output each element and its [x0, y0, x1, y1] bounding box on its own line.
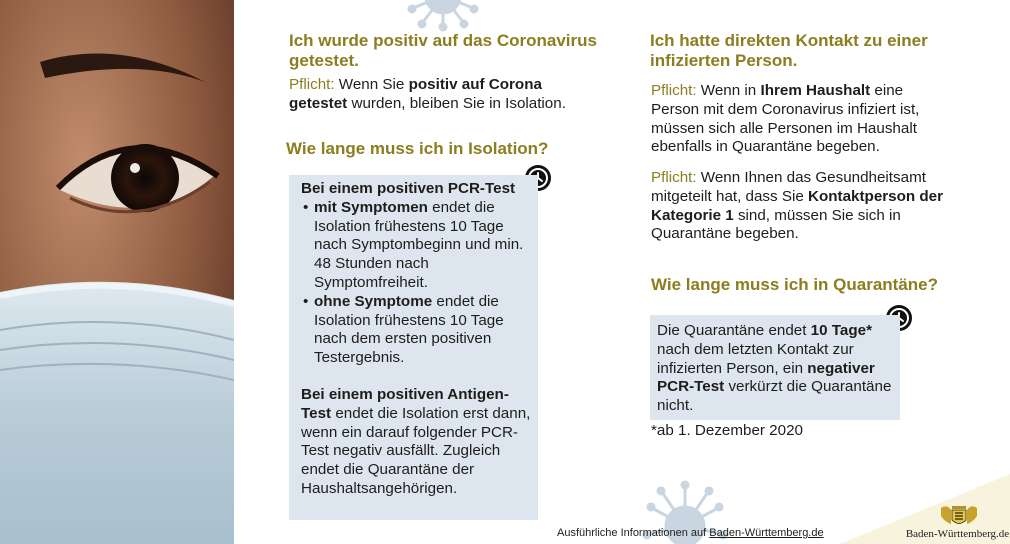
quarantine-question: Wie lange muss ich in Quarantäne? — [651, 275, 939, 294]
coat-of-arms-icon — [939, 502, 979, 528]
left-pflicht-paragraph — [289, 76, 589, 114]
household-paragraph — [651, 82, 951, 157]
pflicht-text: Wenn Ihnen das Gesundheitsamt mitgeteilt hat, dass Sie — [651, 169, 926, 205]
quarantine-info-text — [657, 322, 893, 416]
pflicht-label: Pflicht: — [651, 82, 697, 99]
item-bold: ohne Symptome — [314, 292, 433, 310]
pflicht-label: Pflicht: — [289, 76, 335, 93]
antigen-paragraph — [301, 386, 533, 499]
box-text: nach dem letzten Kontakt zur infizierten Person, ein — [657, 340, 854, 377]
pflicht-bold: Kontaktperson der Kategorie 1 — [651, 187, 944, 224]
left-heading: Ich wurde positiv auf das Coronavirus getestet. — [289, 31, 597, 70]
box-bold: negativer PCR-Test — [657, 359, 875, 396]
pflicht-bold: positiv auf Corona getestet — [289, 76, 542, 112]
pflicht-text: sind, müssen Sie sich in Quarantäne begeben. — [651, 206, 901, 243]
pflicht-text: eine Person mit dem Coronavirus infiziert ist, müssen sich alle Personen im Haushalt ebenfalls in Quarantäne begeben. — [651, 82, 920, 156]
list-item — [301, 293, 533, 368]
list-item — [301, 199, 533, 293]
item-text: endet die Isolation frühestens 10 Tage nach Symptombeginn und min. 48 Stunden nach Symptomfreiheit. — [314, 198, 524, 291]
box-text: verkürzt die Quarantäne nicht. — [657, 378, 892, 415]
footer-text: Ausführliche Informationen auf — [557, 527, 710, 539]
contact-paragraph — [651, 169, 946, 244]
pflicht-label: Pflicht: — [651, 169, 697, 186]
isolation-info-text — [301, 180, 533, 499]
isolation-question: Wie lange muss ich in Isolation? — [286, 139, 549, 158]
right-heading: Ich hatte direkten Kontakt zu einer infizierten Person. — [650, 31, 928, 70]
logo — [905, 500, 1010, 544]
item-text: endet die Isolation frühestens 10 Tage nach dem ersten positiven Testergebnis. — [314, 292, 504, 367]
antigen-bold: Bei einem positiven Antigen-Test — [301, 385, 509, 422]
pflicht-bold: Ihrem Haushalt — [760, 82, 871, 99]
photo-woman-with-mask — [0, 0, 234, 544]
pflicht-text: wurden, bleiben Sie in Isolation. — [347, 94, 566, 112]
box-bold: 10 Tage* — [810, 322, 873, 339]
isolation-list — [301, 199, 533, 368]
antigen-text: endet die Isolation erst dann, wenn ein darauf folgender PCR-Test negativ ausfällt. Zugleich endet die Quarantäne der Haushaltsangehörigen. — [301, 404, 531, 497]
pcr-title: Bei einem positiven PCR-Test — [301, 180, 516, 197]
footer-link[interactable]: Baden-Württemberg.de — [709, 527, 824, 539]
footnote: *ab 1. Dezember 2020 — [651, 422, 803, 439]
box-text: Die Quarantäne endet — [657, 322, 811, 339]
virus-icon — [398, 0, 488, 34]
item-bold: mit Symptomen — [314, 198, 428, 216]
pflicht-text: Wenn in — [696, 82, 761, 99]
pflicht-text: Wenn Sie — [334, 76, 409, 93]
logo-text: Baden-Württemberg.de — [905, 528, 1010, 540]
footer — [557, 527, 824, 539]
